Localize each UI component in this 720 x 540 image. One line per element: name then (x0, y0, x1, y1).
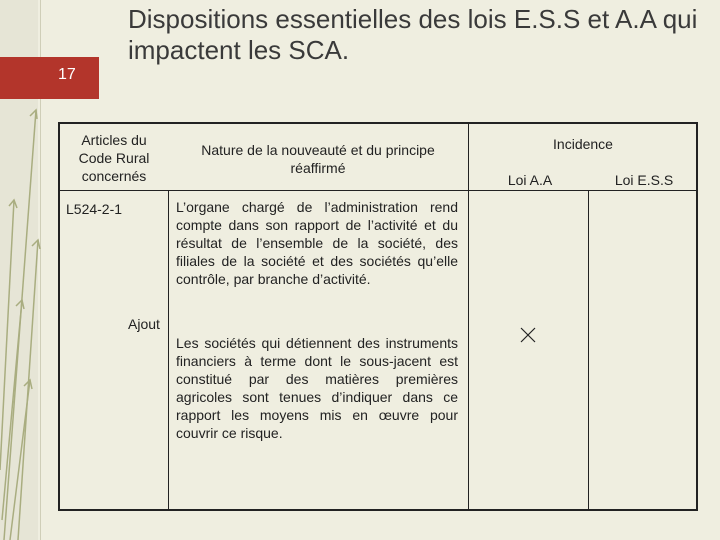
slide-number-badge (0, 57, 99, 99)
cross-mark-icon (519, 326, 537, 344)
table-vline-2 (468, 124, 469, 511)
table-vline-1 (168, 190, 169, 511)
paragraph-2: Les sociétés qui détiennent des instruments financiers à terme dont le sous-jacent est constitué par des matières premières agricoles sont tenues d’indiquer dans ce rapport les moyens mis en œuvre pour couvrir ce risque. (176, 335, 458, 441)
table-vline-3 (588, 190, 589, 511)
article-code: L524-2-1 (66, 201, 123, 217)
table-hline-header (60, 190, 696, 191)
slide-number: 17 (58, 66, 76, 83)
paragraph-1: L’organe chargé de l’administration rend compte dans son rapport de l’activité et du résultat de l’ensemble de la société, des filiales de la société et des sociétés qu’elle contrôle, par branche d’activité. (176, 199, 458, 287)
header-loi-aa: Loi A.A (507, 172, 553, 188)
header-incidence: Incidence (553, 136, 613, 152)
header-loi-ess: Loi E.S.S (614, 172, 674, 188)
header-articles: Articles du Code Rural concernés (78, 132, 150, 184)
dispositions-table (58, 122, 698, 511)
slide-title: Dispositions essentielles des lois E.S.S et A.A qui impactent les SCA. (128, 4, 698, 65)
header-nature: Nature de la nouveauté et du principe réaffirmé (201, 142, 435, 176)
row-type: Ajout (128, 316, 160, 332)
